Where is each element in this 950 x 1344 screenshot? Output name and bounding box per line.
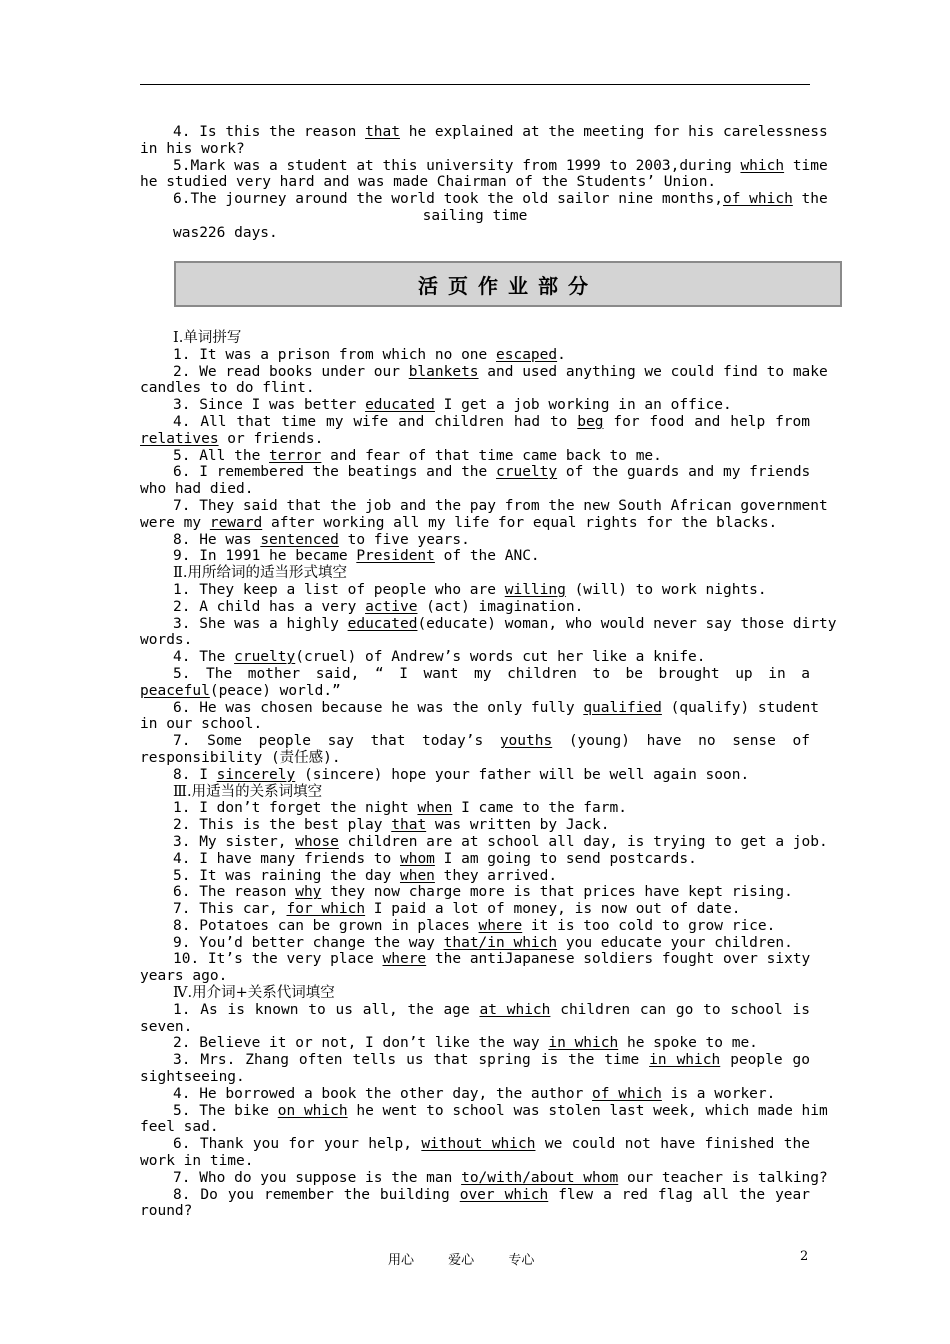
text-line: [140, 515, 810, 532]
text-span: the: [792, 191, 828, 208]
text-line: [140, 363, 828, 381]
answer-blank: of which: [592, 1085, 662, 1102]
text-line: [140, 191, 828, 208]
answer-blank: active: [365, 598, 418, 615]
text-span: 2. Believe it or not, I don’t like the way: [173, 1035, 549, 1052]
text-span: 5. All the: [173, 447, 270, 464]
text-span: words.: [140, 632, 193, 649]
text-span: 3. Mrs. Zhang often tells us that spring is the time: [173, 1052, 650, 1069]
text-line: [140, 1035, 810, 1052]
text-span: was226 days.: [173, 224, 278, 241]
text-span: 8. I: [173, 766, 217, 783]
text-span: 6.The journey around the world took the old sailor nine months,: [173, 191, 723, 208]
answer-blank: on which: [277, 1102, 348, 1119]
text-span: to five years.: [338, 531, 470, 548]
text-span: who had died.: [140, 481, 254, 498]
text-line: [140, 497, 828, 515]
text-line: [140, 1187, 810, 1204]
text-span: (young) have no sense of: [552, 733, 810, 750]
text-line: [140, 1052, 810, 1069]
answer-blank: that/in which: [443, 934, 558, 951]
footer-item: 专心: [508, 1253, 535, 1268]
text-span: 7. Who do you suppose is the man: [173, 1169, 462, 1186]
exercise-sections: [140, 330, 837, 1220]
text-line: [140, 851, 810, 868]
text-span: people go: [720, 1052, 810, 1069]
text-line: [140, 582, 810, 599]
text-span: 2. We read books under our: [173, 363, 409, 380]
text-span: our teacher is talking?: [618, 1169, 828, 1186]
text-span: in our school.: [140, 716, 263, 733]
text-span: of the ANC.: [434, 548, 540, 565]
footer-item: 爱心: [448, 1253, 475, 1268]
text-span: 2. A child has a very: [173, 598, 366, 615]
answer-blank: to/with/about whom: [461, 1169, 619, 1186]
text-line: [140, 464, 810, 481]
page-number: 2: [800, 1249, 809, 1264]
text-span: 5. The bike: [173, 1102, 278, 1119]
text-span: (peace) world.”: [209, 682, 341, 699]
text-line: [140, 225, 810, 242]
text-span: 2. This is the best play: [173, 817, 392, 834]
text-span: 3. Since I was better: [173, 397, 366, 414]
answer-blank: sentenced: [260, 531, 339, 548]
text-span: was written by Jack.: [426, 817, 610, 834]
text-span: I get a job working in an office.: [434, 397, 732, 414]
text-span: of the guards and my friends: [557, 464, 811, 481]
text-line: [140, 683, 810, 700]
text-span: and used anything we could find to make: [478, 363, 828, 380]
text-span: 6. The reason: [173, 884, 296, 901]
text-line: [140, 157, 828, 175]
text-span: it is too cold to grow rice.: [522, 917, 776, 934]
text-span: 4. He borrowed a book the other day, the author: [173, 1085, 593, 1102]
text-span: 6. Thank you for your help,: [173, 1136, 422, 1153]
text-span: (qualify) student: [661, 699, 820, 716]
text-line: [140, 141, 810, 158]
text-span: 1. As is known to us all, the age: [173, 1001, 480, 1018]
text-span: 8. Do you remember the building: [173, 1186, 460, 1203]
answer-blank: that: [365, 124, 400, 140]
answer-blank: when: [417, 800, 453, 817]
text-line: [140, 397, 810, 414]
text-span: 9. You’d better change the way: [173, 934, 444, 951]
text-line: [140, 817, 810, 834]
answer-blank: qualified: [583, 699, 662, 716]
answer-blank: without which: [421, 1136, 536, 1153]
text-line: [140, 1203, 810, 1220]
text-line: [140, 1069, 810, 1086]
text-span: 8. Potatoes can be grown in places: [173, 917, 479, 934]
footer-item: 用心: [388, 1253, 415, 1268]
text-span: (sincere) hope your father will be well again soon.: [295, 766, 750, 783]
text-line: [140, 1119, 810, 1136]
text-line: [140, 599, 810, 616]
text-line: [140, 548, 810, 565]
answer-blank: beg: [577, 413, 604, 430]
text-span: or friends.: [218, 430, 324, 447]
intro-answers: [140, 124, 828, 242]
text-span: he went to school was stolen last week, which made him: [347, 1102, 828, 1119]
text-span: after working all my life for equal rights for the blacks.: [262, 514, 778, 531]
text-line: [140, 414, 810, 431]
answer-blank: where: [382, 951, 427, 968]
text-span: for food and help from: [603, 413, 810, 430]
text-line: [140, 868, 810, 885]
answer-blank: educated: [365, 397, 435, 414]
text-span: children can go to school is: [550, 1001, 811, 1018]
text-span: sightseeing.: [140, 1069, 245, 1086]
text-span: 3. My sister,: [173, 833, 296, 850]
answer-blank: relatives: [140, 430, 219, 447]
answer-blank: in which: [649, 1052, 721, 1069]
text-span: 1. They keep a list of people who are: [173, 581, 505, 598]
text-span: I paid a lot of money, is now out of date.: [365, 901, 741, 918]
text-line: [140, 347, 810, 364]
answer-blank: which: [740, 157, 785, 174]
text-line: [140, 901, 810, 918]
text-span: were my: [140, 514, 210, 531]
text-span: 9. In 1991 he became: [173, 548, 357, 565]
answer-blank: when: [399, 867, 435, 884]
text-span: 4. All that time my wife and children had to: [173, 413, 578, 430]
text-span: round?: [140, 1203, 193, 1220]
text-span: work in time.: [140, 1153, 254, 1170]
answer-blank: cruelty: [496, 464, 558, 481]
text-span: 5. The mother said, “ I want my children to be brought up in a: [173, 665, 810, 682]
text-line: [140, 935, 810, 952]
text-span: 5.Mark was a student at this university from 1999 to 2003,during: [173, 157, 741, 174]
text-span: 10. It’s the very place: [173, 951, 383, 968]
answer-blank: President: [356, 548, 435, 565]
text-span: 4. The: [173, 649, 235, 666]
text-span: flew a red flag all the year: [548, 1186, 810, 1203]
answer-blank: for which: [286, 901, 366, 918]
answer-blank: over which: [459, 1186, 549, 1203]
text-span: he explained at the meeting for his carelessness: [399, 124, 828, 140]
text-span: he studied very hard and was made Chairman of the Students’ Union.: [140, 174, 717, 191]
answer-blank: terror: [269, 447, 322, 464]
text-span: you educate your children.: [557, 934, 793, 951]
text-span: 7. This car,: [173, 901, 287, 918]
text-line: [140, 833, 828, 851]
text-line: [140, 124, 828, 141]
text-line: [140, 174, 810, 191]
answer-blank: at which: [479, 1001, 551, 1018]
text-line: [140, 615, 837, 633]
text-span: time: [784, 157, 828, 174]
text-span: in his work?: [140, 140, 245, 157]
text-span: 1. It was a prison from which no one: [173, 346, 497, 363]
text-span: is a worker.: [661, 1085, 776, 1102]
text-line: [140, 649, 810, 666]
answer-blank: peaceful: [140, 682, 210, 699]
section-heading: Ⅱ.用所给词的适当形式填空: [173, 565, 347, 582]
text-line: [140, 918, 810, 935]
text-line: [140, 532, 810, 549]
answer-blank: whom: [399, 850, 435, 867]
text-span: candles to do flint.: [140, 380, 315, 397]
text-line: [140, 1153, 810, 1170]
text-line: [140, 448, 810, 465]
text-line: [140, 884, 810, 901]
text-line: [140, 1002, 810, 1019]
text-line: [140, 1136, 810, 1153]
answer-blank: why: [295, 884, 322, 901]
answer-blank: reward: [209, 514, 263, 531]
text-span: (act) imagination.: [417, 598, 584, 615]
text-line: [140, 431, 810, 448]
text-span: responsibility (责任感).: [140, 749, 341, 766]
text-span: .: [557, 346, 566, 363]
text-line: [140, 968, 810, 985]
text-line: [140, 716, 810, 733]
text-line: [140, 951, 810, 968]
text-span: 4. Is this the reason: [173, 124, 366, 140]
section-banner: [174, 261, 842, 307]
text-span: 6. He was chosen because he was the only fully: [173, 699, 584, 716]
answer-blank: where: [478, 917, 523, 934]
answer-blank: blankets: [408, 363, 479, 380]
text-line: [140, 750, 810, 767]
text-span: seven.: [140, 1018, 193, 1035]
answer-blank: educated: [347, 615, 418, 632]
text-line: [140, 1169, 828, 1187]
text-line: [140, 380, 810, 397]
text-span: years ago.: [140, 968, 228, 985]
text-span: 7. Some people say that today’s: [173, 733, 500, 750]
text-span: (will) to work nights.: [565, 581, 767, 598]
text-span: (cruel) of Andrew’s words cut her like a knife.: [295, 649, 706, 666]
answer-blank: youths: [499, 733, 553, 750]
text-span: I came to the farm.: [452, 800, 627, 817]
text-span: 1. I don’t forget the night: [173, 800, 418, 817]
text-span: (educate) woman, who would never say those dirty: [417, 615, 837, 632]
text-span: children are at school all day, is trying to get a job.: [338, 833, 828, 850]
text-span: 4. I have many friends to: [173, 850, 400, 867]
header-rule: [140, 84, 810, 85]
text-span: sailing time: [422, 207, 528, 224]
text-line: [140, 1019, 810, 1036]
text-line: [140, 699, 820, 717]
text-span: they now charge more is that prices have kept rising.: [321, 884, 793, 901]
text-line: [140, 1086, 810, 1103]
text-span: 6. I remembered the beatings and the: [173, 464, 497, 481]
answer-blank: whose: [295, 833, 339, 850]
text-span: the antiJapanese soldiers fought over sixty: [426, 951, 811, 968]
answer-blank: cruelty: [234, 649, 296, 666]
answer-blank: willing: [504, 581, 566, 598]
footer-slogans: [388, 1249, 564, 1268]
answer-blank: sincerely: [216, 766, 296, 783]
section-heading: Ⅰ.单词拼写: [173, 330, 242, 346]
section-heading: Ⅲ.用适当的关系词填空: [173, 783, 323, 800]
text-span: they arrived.: [434, 867, 558, 884]
text-span: he spoke to me.: [618, 1035, 758, 1052]
answer-blank: escaped: [496, 346, 558, 363]
text-span: 7. They said that the job and the pay from the new South African government: [173, 497, 828, 514]
text-line: [140, 666, 810, 683]
text-line: [140, 481, 810, 498]
text-span: and fear of that time came back to me.: [321, 447, 662, 464]
text-span: 5. It was raining the day: [173, 867, 400, 884]
text-line: [140, 800, 810, 817]
text-span: 3. She was a highly: [173, 615, 348, 632]
text-line: [140, 767, 810, 784]
text-span: feel sad.: [140, 1119, 219, 1136]
answer-blank: in which: [548, 1035, 619, 1052]
answer-blank: of which: [722, 191, 793, 208]
answer-blank: that: [391, 817, 427, 834]
text-span: 8. He was: [173, 531, 261, 548]
text-span: we could not have finished the: [535, 1136, 810, 1153]
banner-title: 活页作业部分: [418, 273, 598, 298]
section-heading: Ⅳ.用介词+关系代词填空: [173, 985, 335, 1002]
text-line: [140, 632, 810, 649]
text-line: [140, 733, 810, 750]
text-line: [140, 208, 810, 225]
text-span: I am going to send postcards.: [434, 850, 697, 867]
text-line: [140, 1102, 828, 1120]
